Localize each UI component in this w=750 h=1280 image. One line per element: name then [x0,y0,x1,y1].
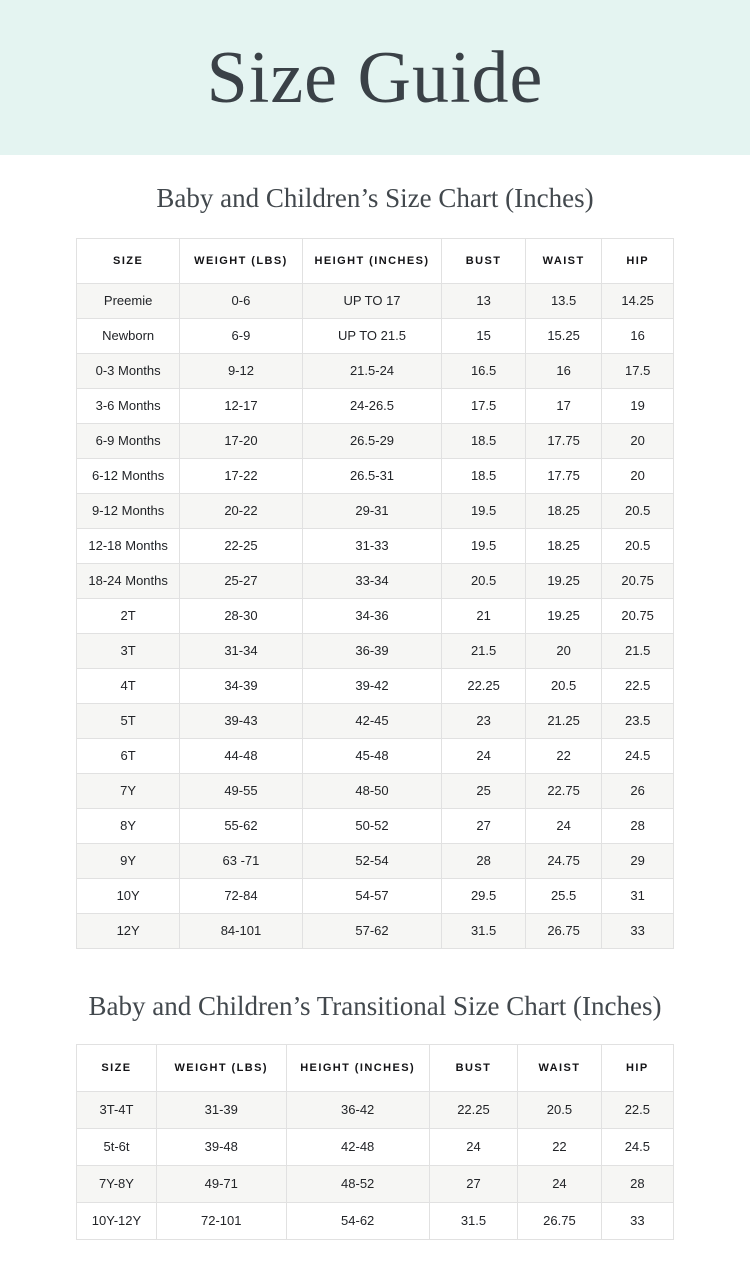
table-cell: 24 [525,809,601,844]
table-row [77,459,674,494]
table-cell: 36-42 [286,1092,429,1129]
table-cell: 18.25 [525,494,601,529]
table-row [77,284,674,319]
table-row [77,1166,674,1203]
table-cell: 8Y [77,809,180,844]
content [0,181,750,1240]
table-cell: 5T [77,704,180,739]
table-cell: 20.75 [602,599,674,634]
table-cell: 18.5 [442,459,526,494]
page-title: Size Guide [206,36,544,119]
table-cell: Preemie [77,284,180,319]
table-cell: 50-52 [302,809,442,844]
table-cell: 26.75 [525,914,601,949]
table-cell: 33 [602,914,674,949]
table-cell: UP TO 21.5 [302,319,442,354]
table-cell: 17-22 [180,459,302,494]
table-row [77,669,674,704]
table-cell: 26.5-31 [302,459,442,494]
table-cell: 17-20 [180,424,302,459]
table-cell: 22.5 [601,1092,673,1129]
table-cell: 22.25 [442,669,526,704]
table-cell: 16.5 [442,354,526,389]
table-cell: 63 -71 [180,844,302,879]
table-row [77,599,674,634]
size-chart-section [0,181,750,949]
table-cell: 22-25 [180,529,302,564]
table-cell: 0-3 Months [77,354,180,389]
table-cell: 17.5 [442,389,526,424]
table-cell: 31-33 [302,529,442,564]
table-cell: 21.5-24 [302,354,442,389]
column-header: SIZE [77,239,180,284]
table-cell: 21.5 [602,634,674,669]
table-cell: 13.5 [525,284,601,319]
table-cell: 24 [518,1166,602,1203]
table-cell: 27 [442,809,526,844]
table-cell: 17 [525,389,601,424]
table-cell: 19 [602,389,674,424]
table-row [77,424,674,459]
table-cell: 10Y [77,879,180,914]
table-cell: 57-62 [302,914,442,949]
column-header: WEIGHT (LBS) [180,239,302,284]
table-cell: 9-12 Months [77,494,180,529]
table-cell: 54-57 [302,879,442,914]
table-cell: 72-101 [156,1203,286,1240]
column-header: WEIGHT (LBS) [156,1045,286,1092]
size-chart-heading: Baby and Children’s Size Chart (Inches) [156,183,594,213]
table-cell: 26 [602,774,674,809]
table-cell: 22.25 [429,1092,517,1129]
table-cell: 29-31 [302,494,442,529]
table-cell: 31 [602,879,674,914]
table-cell: 22.5 [602,669,674,704]
table-cell: 19.5 [442,529,526,564]
table-row [77,1092,674,1129]
table-cell: 9-12 [180,354,302,389]
table-cell: 28 [442,844,526,879]
column-header: BUST [442,239,526,284]
table-cell: 21.5 [442,634,526,669]
table-cell: 15 [442,319,526,354]
table-row [77,914,674,949]
table-cell: 23.5 [602,704,674,739]
table-cell: 20.5 [518,1092,602,1129]
table-cell: 10Y-12Y [77,1203,157,1240]
table-cell: 52-54 [302,844,442,879]
table-cell: 33-34 [302,564,442,599]
table-cell: 31-34 [180,634,302,669]
table-cell: 26.5-29 [302,424,442,459]
table-cell: 48-52 [286,1166,429,1203]
table-cell: 22 [525,739,601,774]
table-cell: 20 [602,459,674,494]
table-row [77,389,674,424]
table-cell: 24.5 [601,1129,673,1166]
column-header: BUST [429,1045,517,1092]
table-cell: 18-24 Months [77,564,180,599]
table-row [77,739,674,774]
column-header: HEIGHT (INCHES) [302,239,442,284]
table-row [77,319,674,354]
column-header: WAIST [518,1045,602,1092]
page-header-banner [0,0,750,155]
table-cell: 12-18 Months [77,529,180,564]
table-cell: 24 [442,739,526,774]
table-cell: 28-30 [180,599,302,634]
table-cell: 24.75 [525,844,601,879]
table-row [77,704,674,739]
table-cell: 9Y [77,844,180,879]
table-cell: 17.75 [525,459,601,494]
table-cell: 6-9 [180,319,302,354]
table-cell: 20 [602,424,674,459]
table-row [77,1203,674,1240]
table-cell: 24-26.5 [302,389,442,424]
table-cell: 33 [601,1203,673,1240]
table-cell: 23 [442,704,526,739]
table-row [77,634,674,669]
table-cell: 44-48 [180,739,302,774]
table-cell: 6T [77,739,180,774]
table-cell: 28 [601,1166,673,1203]
table-row [77,774,674,809]
table-cell: 13 [442,284,526,319]
table-row [77,564,674,599]
table-cell: 54-62 [286,1203,429,1240]
table-cell: 45-48 [302,739,442,774]
table-cell: 26.75 [518,1203,602,1240]
table-cell: 3T-4T [77,1092,157,1129]
table-row [77,809,674,844]
table-cell: 12Y [77,914,180,949]
table-cell: 22.75 [525,774,601,809]
table-cell: 42-45 [302,704,442,739]
column-header: HIP [602,239,674,284]
table-cell: 20 [525,634,601,669]
table-cell: 49-71 [156,1166,286,1203]
table-cell: 31-39 [156,1092,286,1129]
table-cell: 20.75 [602,564,674,599]
table-cell: 20.5 [525,669,601,704]
table-cell: 25 [442,774,526,809]
table-row [77,879,674,914]
table-header-row [77,239,674,284]
transitional-size-chart-section [0,989,750,1240]
table-cell: 36-39 [302,634,442,669]
table-cell: 21.25 [525,704,601,739]
column-header: HEIGHT (INCHES) [286,1045,429,1092]
table-cell: 72-84 [180,879,302,914]
table-cell: 42-48 [286,1129,429,1166]
table-cell: 0-6 [180,284,302,319]
column-header: WAIST [525,239,601,284]
transitional-size-chart-table [76,1044,674,1240]
table-cell: 27 [429,1166,517,1203]
table-cell: 4T [77,669,180,704]
table-cell: 7Y-8Y [77,1166,157,1203]
table-cell: 48-50 [302,774,442,809]
table-cell: 14.25 [602,284,674,319]
table-cell: 3-6 Months [77,389,180,424]
table-cell: 6-12 Months [77,459,180,494]
table-cell: 39-48 [156,1129,286,1166]
table-cell: 16 [525,354,601,389]
table-row [77,354,674,389]
table-cell: 18.25 [525,529,601,564]
table-cell: 19.25 [525,599,601,634]
table-cell: 24 [429,1129,517,1166]
table-cell: 20.5 [602,494,674,529]
table-cell: 16 [602,319,674,354]
table-cell: 22 [518,1129,602,1166]
column-header: HIP [601,1045,673,1092]
table-row [77,494,674,529]
table-cell: 39-42 [302,669,442,704]
table-cell: 49-55 [180,774,302,809]
table-cell: 3T [77,634,180,669]
table-cell: 20.5 [602,529,674,564]
transitional-size-chart-heading: Baby and Children’s Transitional Size Chart (Inches) [88,991,662,1022]
table-cell: 20-22 [180,494,302,529]
table-row [77,1129,674,1166]
table-cell: 29 [602,844,674,879]
table-cell: 34-36 [302,599,442,634]
table-cell: 5t-6t [77,1129,157,1166]
table-cell: 34-39 [180,669,302,704]
table-row [77,529,674,564]
table-cell: 18.5 [442,424,526,459]
table-cell: 6-9 Months [77,424,180,459]
table-cell: 29.5 [442,879,526,914]
table-cell: 17.5 [602,354,674,389]
column-header: SIZE [77,1045,157,1092]
table-cell: 84-101 [180,914,302,949]
table-cell: 2T [77,599,180,634]
table-row [77,844,674,879]
table-cell: 25-27 [180,564,302,599]
table-cell: 28 [602,809,674,844]
size-chart-table [76,238,674,949]
table-cell: 55-62 [180,809,302,844]
table-cell: 39-43 [180,704,302,739]
table-cell: 31.5 [442,914,526,949]
table-cell: 24.5 [602,739,674,774]
table-cell: 21 [442,599,526,634]
table-cell: 20.5 [442,564,526,599]
table-cell: 17.75 [525,424,601,459]
table-cell: 25.5 [525,879,601,914]
table-cell: UP TO 17 [302,284,442,319]
table-cell: 12-17 [180,389,302,424]
table-cell: 19.5 [442,494,526,529]
table-cell: 19.25 [525,564,601,599]
table-header-row [77,1045,674,1092]
table-cell: 7Y [77,774,180,809]
table-cell: 15.25 [525,319,601,354]
table-cell: Newborn [77,319,180,354]
table-cell: 31.5 [429,1203,517,1240]
